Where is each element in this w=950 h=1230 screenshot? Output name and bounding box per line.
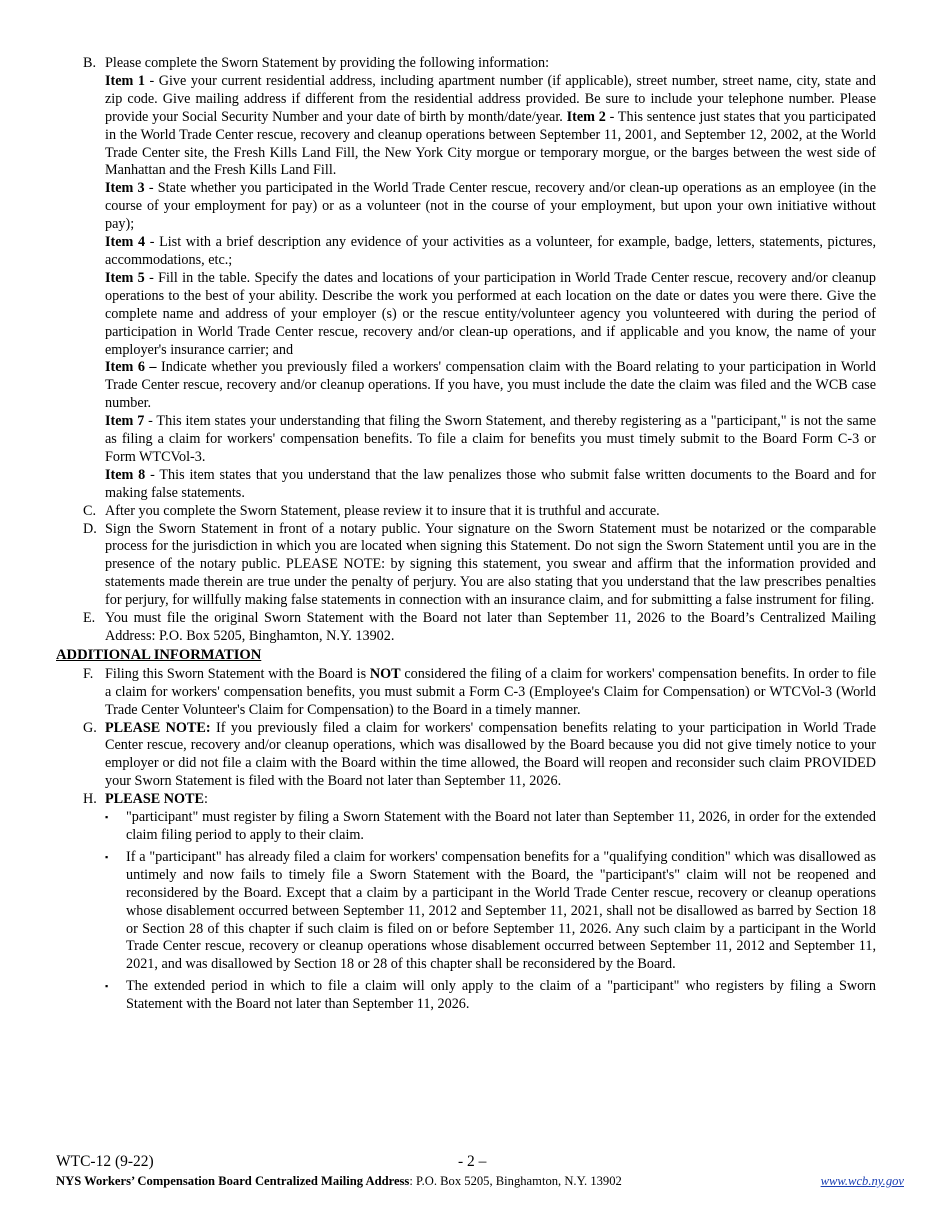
item-7-text: - This item states your understanding that filing the Sworn Statement, and thereby registering as a "participant," is not the same as filing a claim for workers' compensation benefits. To file a claim for benefits you must timely submit to the Board Form C-3 or Form WTCVol-3. (105, 413, 876, 465)
instruction-f (56, 666, 876, 720)
list-item (105, 849, 876, 974)
item-letter: F. (83, 665, 94, 682)
instruction-d-text: Sign the Sworn Statement in front of a notary public. Your signature on the Sworn Statement must be notarized or the comparable process for the jurisdiction in which you are located when signing this Statement. Do not sign the Sworn Statement until you are in the presence of the notary public. PLEASE NOTE: by signing this statement, you swear and affirm that the information provided and statements made therein are true under the penalty of perjury. You are also stating that you understand that the law prescribes penalties for perjury, for willfully making false statements in connection with an insurance claim, and for submitting a false instrument for filing. (105, 520, 876, 609)
item-letter: B. (83, 55, 97, 71)
item-4-text: - List with a brief description any evidence of your activities as a volunteer, for example, badge, letters, statements, pictures, accommodations, etc.; (105, 234, 876, 268)
item-7-label: Item 7 (105, 413, 145, 430)
mailing-address-line (56, 1173, 622, 1191)
item-5-label: Item 5 (105, 269, 145, 286)
instruction-h-bullets (105, 809, 876, 1014)
instruction-h-heading (105, 791, 876, 809)
instruction-b (56, 55, 876, 503)
item-2-label: Item 2 (566, 108, 606, 125)
item-2-text: - This sentence just states that you participated in the World Trade Center rescue, recovery and cleanup operations between September 11, 2001, and September 12, 2002, at the World Trade Center site, the Fresh Kills Land Fill, the New York City morgue or temporary morgue, or the barges between the west side of Manhattan and the Fresh Kills Land Fill. (105, 108, 876, 179)
instruction-g (56, 720, 876, 792)
item-6 (105, 359, 876, 413)
item-letter: C. (83, 502, 97, 519)
instruction-c-text: After you complete the Sworn Statement, please review it to insure that it is truthful and accurate. (105, 502, 660, 519)
item-7 (105, 413, 876, 467)
item-letter: D. (83, 520, 97, 537)
item-3-text: - State whether you participated in the World Trade Center rescue, recovery and/or clean-up operations as an employee (in the course of your employment for pay) or as a volunteer (not in the course of your employment, but upon your own initiative without pay); (105, 180, 876, 233)
page-number: - 2 – (458, 1153, 487, 1170)
item-6-text: Indicate whether you previously filed a workers' compensation claim with the Board relating to your participation in World Trade Center rescue, recovery and/or cleanup operations. If you have, you must include the date the claim was filed and the WCB case number. (105, 359, 876, 412)
mailing-address-label: NYS Workers’ Compensation Board Centralized Mailing Address (56, 1174, 410, 1188)
item-3-label: Item 3 (105, 180, 145, 197)
instruction-h-note-label: PLEASE NOTE (105, 791, 204, 808)
item-1-text: - Give your current residential address, including apartment number (if applicable), street number, street name, city, state and zip code. Give mailing address if different from the residential address provided. Be sure to include your telephone number. Please provide your Social Security Number and your date of birth by month/date/year. (105, 72, 876, 125)
item-6-label: Item 6 – (105, 359, 157, 376)
square-bullet-icon: ▪ (105, 981, 109, 992)
instruction-c (56, 503, 876, 521)
instruction-f-text-pre: Filing this Sworn Statement with the Board is (105, 665, 370, 682)
instruction-e-text: You must file the original Sworn Statement with the Board not later than September 11, 2026 to the Board’s Centralized Mailing Address: P.O. Box 5205, Binghamton, N.Y. 13902. (105, 610, 876, 644)
instruction-f-text-post: considered the filing of a claim for workers' compensation benefits. In order to file a claim for workers' compensation benefits, you must submit a Form C-3 (Employee's Claim for Compensation) or WTCVol-3 (World Trade Center Volunteer's Claim for Compensation) to the Board in a timely manner. (105, 665, 876, 718)
item-5 (105, 270, 876, 360)
instruction-h (56, 791, 876, 1018)
item-1-label: Item 1 (105, 72, 145, 89)
instruction-d (56, 521, 876, 611)
instruction-e (56, 610, 876, 646)
instruction-f-bold-not: NOT (369, 665, 401, 682)
square-bullet-icon: ▪ (105, 812, 109, 823)
bullet-text: The extended period in which to file a claim will only apply to the claim of a "participant" who registers by filing a Sworn Statement with the Board not later than September 11, 2026. (126, 978, 876, 1013)
item-5-text: - Fill in the table. Specify the dates and locations of your participation in World Trade Center rescue, recovery and/or cleanup operations to the best of your ability. Describe the work you performed at each location on the date or dates you were there. Give the complete name and address of your employer (s) or the rescue entity/volunteer agency you volunteered with during the period of participation in World Trade Center rescue, recovery and/or clean-up operations, and if applicable and you know, the name of your employer's insurance carrier; and (105, 269, 876, 358)
mailing-address: : P.O. Box 5205, Binghamton, N.Y. 13902 (409, 1174, 622, 1188)
instruction-b-intro: Please complete the Sworn Statement by providing the following information: (105, 55, 550, 71)
item-8 (105, 467, 876, 503)
bullet-text: If a "participant" has already filed a claim for workers' compensation benefits for a "qualifying condition" which was disallowed as untimely and now fails to timely file a Sworn Statement with the Board, the "participant's" claim will not be reopened and reconsidered by the Board. Except that a claim by a participant in the World Trade Center rescue, recovery or cleanup operations whose disablement occurred between September 11, 2012 and September 11, 2021, shall not be disallowed as barred by Section 18 or Section 28 of this chapter if such claim is filed on or before September 11, 2026. Any such claim by a participant in the World Trade Center rescue, recovery or cleanup operations whose disablement occurred between September 11, 2012 and September 11, 2021, and was disallowed by Section 18 or 28 of this chapter shall be reconsidered by the Board. (126, 848, 876, 973)
additional-information-heading: ADDITIONAL INFORMATION (56, 646, 262, 663)
square-bullet-icon: ▪ (105, 851, 109, 862)
website-link[interactable]: www.wcb.ny.gov (820, 1174, 904, 1188)
item-letter: E. (83, 610, 96, 627)
item-8-label: Item 8 (105, 466, 146, 483)
item-3 (105, 180, 876, 234)
item-8-text: - This item states that you understand that the law penalizes those who submit false written documents to the Board and for making false statements. (105, 466, 876, 501)
list-item (105, 978, 876, 1014)
form-id: WTC-12 (9-22) (56, 1153, 154, 1170)
list-item (105, 809, 876, 845)
bullet-text: "participant" must register by filing a Sworn Statement with the Board not later than September 11, 2026, in order for the extended claim filing period to apply to their claim. (126, 809, 876, 843)
instruction-h-colon: : (203, 791, 208, 808)
instructions-content (56, 55, 876, 1018)
item-1-and-2 (105, 73, 876, 180)
item-letter: G. (83, 719, 97, 736)
item-4-label: Item 4 (105, 234, 146, 251)
item-letter: H. (83, 791, 97, 808)
item-4 (105, 234, 876, 270)
instruction-g-note-label: PLEASE NOTE: (105, 719, 211, 736)
instruction-g-text: If you previously filed a claim for workers' compensation benefits relating to your participation in World Trade Center rescue, recovery and/or cleanup operations, which was disallowed by the Board because you did not give timely notice to your employer or did not file a claim with the Board within the time allowed, the Board will reopen and reconsider such claim PROVIDED your Sworn Statement is filed with the Board not later than September 11, 2026. (105, 719, 877, 790)
